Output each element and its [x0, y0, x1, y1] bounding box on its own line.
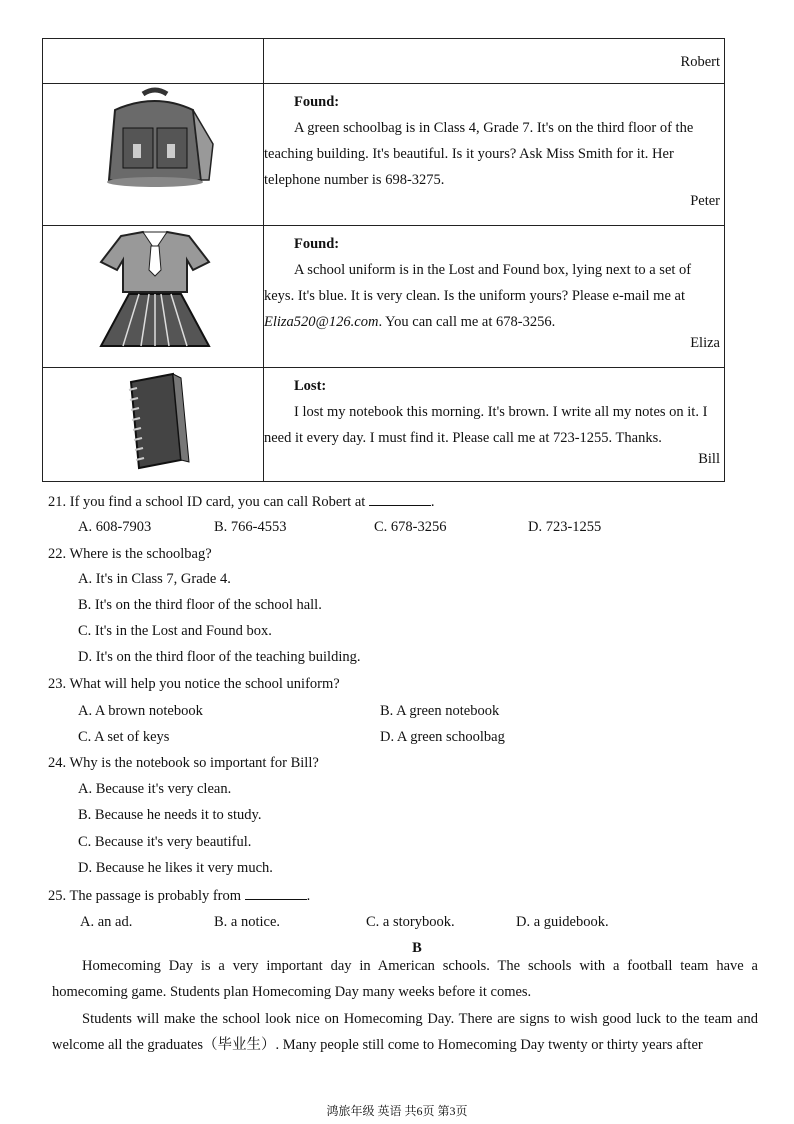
q21-option-b[interactable]: B. 766-4553 — [214, 519, 287, 535]
question-25: 25. The passage is probably from . — [48, 888, 311, 904]
schoolbag-image — [43, 84, 263, 225]
signature-eliza: Eliza — [690, 335, 720, 351]
notebook-notice-text: I lost my notebook this morning. It's brown. I write all my notes on it. I need it every day. I must find it. Please call me at 723-1255. Thanks. — [264, 404, 708, 446]
found-heading-1: Found: — [294, 94, 340, 110]
answer-blank-21[interactable] — [369, 493, 431, 506]
notebook-image — [43, 368, 263, 481]
schoolbag-notice-text: A green schoolbag is in Class 4, Grade 7. It's on the third floor of the teaching building. It's beautiful. Is it yours? Ask Miss Smith for it. Her telephone number is 698-3275. — [264, 120, 694, 188]
email-address: Eliza520@126.com — [264, 314, 379, 330]
q25-option-d[interactable]: D. a guidebook. — [516, 914, 609, 930]
signature-peter: Peter — [690, 193, 720, 209]
q23-option-a[interactable]: A. A brown notebook — [78, 703, 203, 719]
q23-option-c[interactable]: C. A set of keys — [78, 729, 170, 745]
q24-option-d[interactable]: D. Because he likes it very much. — [78, 860, 273, 876]
signature-robert: Robert — [680, 54, 720, 70]
empty-cell — [43, 39, 264, 84]
found-heading-2: Found: — [294, 236, 340, 252]
q25-option-c[interactable]: C. a storybook. — [366, 914, 455, 930]
q25-option-b[interactable]: B. a notice. — [214, 914, 281, 930]
lost-heading: Lost: — [294, 378, 327, 394]
q24-option-a[interactable]: A. Because it's very clean. — [78, 781, 232, 797]
question-23: 23. What will help you notice the school uniform? — [48, 676, 340, 692]
section-b-paragraph-1: Homecoming Day is a very important day in American schools. The schools with a football team have a homecoming game. Students plan Homecoming Day many weeks before it comes. — [52, 958, 758, 1000]
q24-option-c[interactable]: C. Because it's very beautiful. — [78, 834, 252, 850]
question-21: 21. If you find a school ID card, you can call Robert at . — [48, 494, 435, 510]
q22-option-b[interactable]: B. It's on the third floor of the school hall. — [78, 597, 322, 613]
q22-option-c[interactable]: C. It's in the Lost and Found box. — [78, 623, 272, 639]
signature-bill: Bill — [698, 451, 720, 467]
section-b-paragraph-2: Students will make the school look nice on Homecoming Day. There are signs to wish good luck to the team and welcome all the graduates（毕业生）. Many people still come to Homecoming Day twenty or thirty years after — [52, 1011, 758, 1053]
question-24: 24. Why is the notebook so important for Bill? — [48, 755, 319, 771]
q22-option-a[interactable]: A. It's in Class 7, Grade 4. — [78, 571, 231, 587]
q21-option-c[interactable]: C. 678-3256 — [374, 519, 447, 535]
uniform-image — [43, 226, 263, 367]
q24-option-b[interactable]: B. Because he needs it to study. — [78, 807, 262, 823]
q22-option-d[interactable]: D. It's on the third floor of the teaching building. — [78, 649, 361, 665]
q25-option-a[interactable]: A. an ad. — [80, 914, 133, 930]
question-22: 22. Where is the schoolbag? — [48, 546, 212, 562]
q23-option-d[interactable]: D. A green schoolbag — [380, 729, 505, 745]
uniform-notice-text: A school uniform is in the Lost and Found box, lying next to a set of keys. It's blue. It is very clean. Is the uniform yours? Please e-mail me at Eliza520@126.com. You can call me at 678-3256. — [264, 262, 692, 330]
q21-option-d[interactable]: D. 723-1255 — [528, 519, 602, 535]
page-footer: 鸿旅年级 英语 共6页 第3页 — [326, 1104, 468, 1118]
q21-option-a[interactable]: A. 608-7903 — [78, 519, 152, 535]
notices-table — [42, 38, 725, 482]
q23-option-b[interactable]: B. A green notebook — [380, 703, 500, 719]
section-b-label: B — [412, 940, 422, 956]
answer-blank-25[interactable] — [245, 887, 307, 900]
